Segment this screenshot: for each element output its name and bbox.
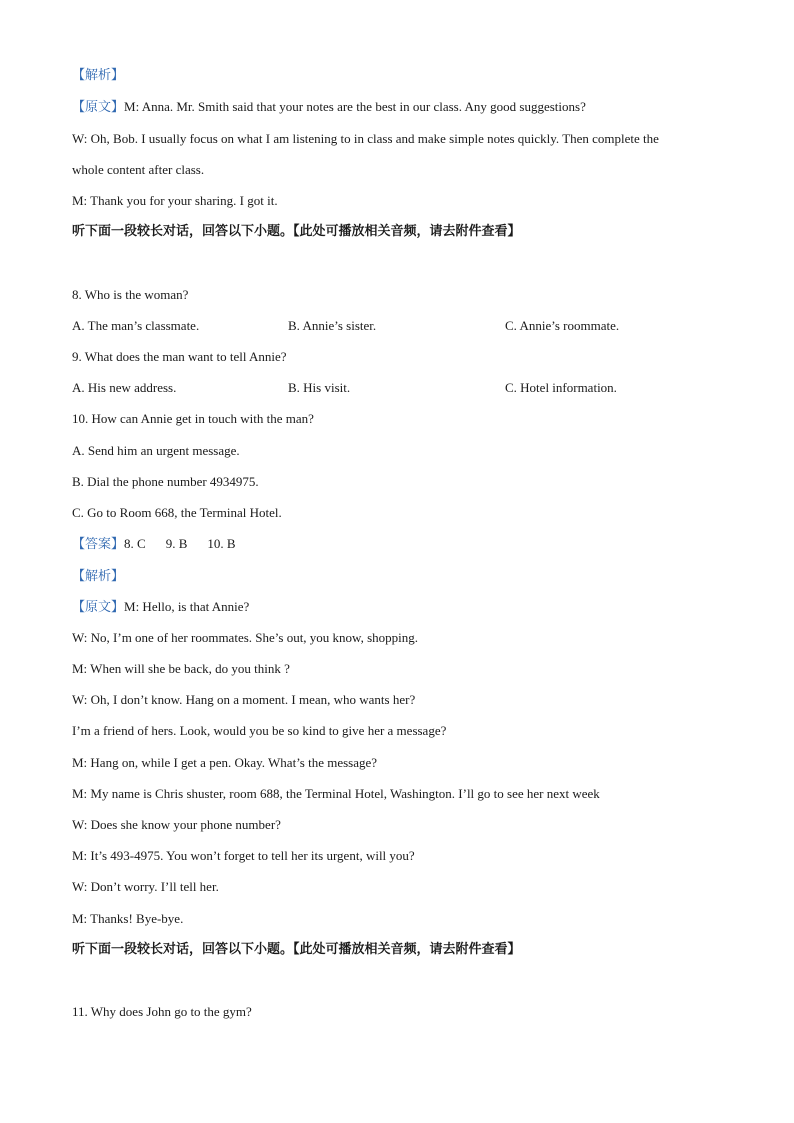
question-10: 10. How can Annie get in touch with the man?	[72, 411, 314, 426]
listening-instruction-2: 听下面一段较长对话，回答以下小题。【此处可播放相关音频，请去附件查看】	[72, 942, 521, 957]
dialogue-line: W: No, I’m one of her roommates. She’s out, you know, shopping.	[72, 630, 419, 645]
dialogue-line: I’m a friend of hers. Look, would you be so kind to give her a message?	[72, 723, 447, 738]
listening-instruction-1: 听下面一段较长对话，回答以下小题。【此处可播放相关音频，请去附件查看】	[72, 224, 521, 239]
answer-line	[72, 535, 236, 553]
dialogue-line: W: Does she know your phone number?	[72, 817, 281, 832]
original-line-2	[72, 598, 249, 616]
dialogue-line: M: My name is Chris shuster, room 688, the Terminal Hotel, Washington. I’ll go to see her next week	[72, 786, 600, 801]
dialogue-line: M: Anna. Mr. Smith said that your notes are the best in our class. Any good suggestions?	[124, 99, 586, 114]
dialogue-line: W: Don’t worry. I’ll tell her.	[72, 879, 219, 894]
dialogue-line: W: Oh, I don’t know. Hang on a moment. I mean, who wants her?	[72, 692, 416, 707]
dialogue-line: M: It’s 493-4975. You won’t forget to tell her its urgent, will you?	[72, 848, 415, 863]
analysis-tag-1: 【解析】	[72, 67, 125, 82]
dialogue-line: M: Thank you for your sharing. I got it.	[72, 193, 278, 208]
option-b: B. His visit.	[288, 380, 351, 395]
answer-10: 10. B	[207, 536, 236, 551]
option-a: A. His new address.	[72, 380, 177, 395]
dialogue-line: M: When will she be back, do you think ?	[72, 661, 290, 676]
answer-8: 8. C	[124, 536, 146, 551]
dialogue-line: M: Hello, is that Annie?	[124, 599, 250, 614]
option-a: A. Send him an urgent message.	[72, 443, 240, 458]
original-tag-1: 【原文】	[72, 99, 125, 114]
option-a: A. The man’s classmate.	[72, 318, 200, 333]
option-c: C. Hotel information.	[505, 380, 617, 395]
option-b: B. Dial the phone number 4934975.	[72, 474, 259, 489]
dialogue-line: whole content after class.	[72, 162, 205, 177]
answer-9: 9. B	[165, 536, 188, 551]
original-tag-2: 【原文】	[72, 599, 125, 614]
question-9: 9. What does the man want to tell Annie?	[72, 349, 287, 364]
original-line-1	[72, 98, 586, 116]
option-c: C. Go to Room 668, the Terminal Hotel.	[72, 505, 282, 520]
dialogue-line: W: Oh, Bob. I usually focus on what I am listening to in class and make simple notes quickly. Then complete the	[72, 131, 659, 146]
option-c: C. Annie’s roommate.	[505, 318, 620, 333]
analysis-tag-2: 【解析】	[72, 568, 125, 583]
question-8: 8. Who is the woman?	[72, 287, 189, 302]
dialogue-line: M: Thanks! Bye-bye.	[72, 911, 184, 926]
question-11: 11. Why does John go to the gym?	[72, 1004, 252, 1019]
dialogue-line: M: Hang on, while I get a pen. Okay. What’s the message?	[72, 755, 378, 770]
option-b: B. Annie’s sister.	[288, 318, 377, 333]
answer-tag: 【答案】	[72, 536, 125, 551]
